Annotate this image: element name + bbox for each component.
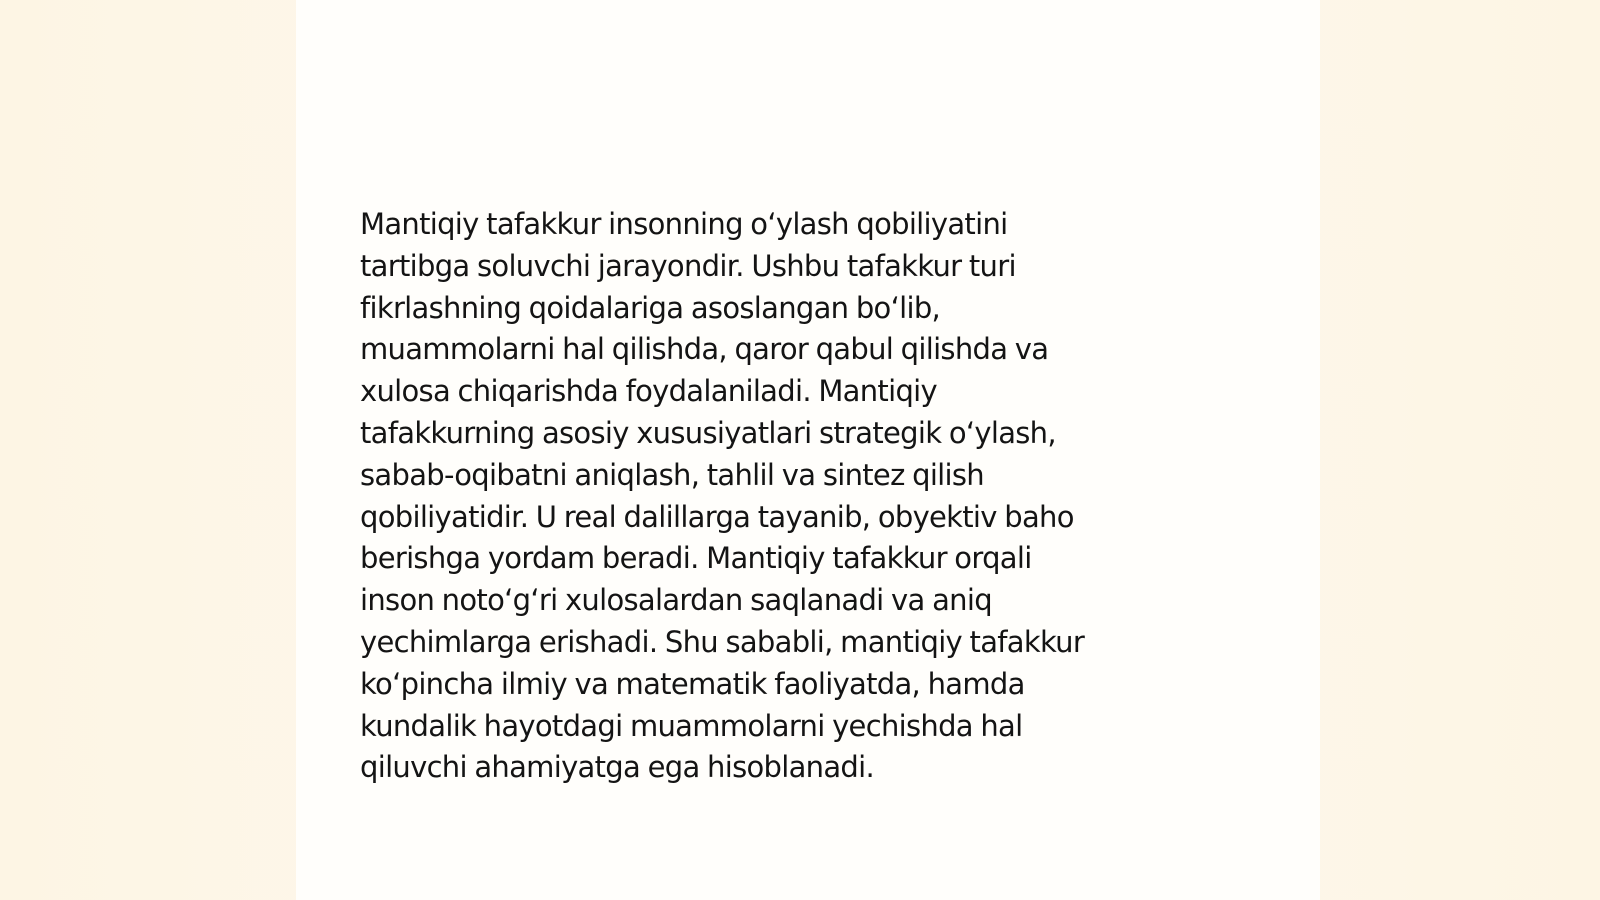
paragraph-line: Mantiqiy tafakkur insonning o‘ylash qobiliyatini <box>360 207 1008 241</box>
paragraph-line: muammolarni hal qilishda, qaror qabul qilishda va <box>360 332 1049 367</box>
paragraph-line: qiluvchi ahamiyatga ega hisoblanadi. <box>360 750 874 785</box>
paragraph-line: sabab-oqibatni aniqlash, tahlil va sintez qilish <box>360 457 984 492</box>
paragraph-line: qobiliyatidir. U real dalillarga tayanib, obyektiv baho <box>360 499 1074 534</box>
paragraph-line: tartibga soluvchi jarayondir. Ushbu tafakkur turi <box>360 248 1016 283</box>
paragraph-line: yechimlarga erishadi. Shu sababli, mantiqiy tafakkur <box>360 624 1085 659</box>
paragraph-line: berishga yordam beradi. Mantiqiy tafakkur orqali <box>360 541 1032 576</box>
paragraph-line: ko‘pincha ilmiy va matematik faoliyatda, hamda <box>360 666 1025 701</box>
paragraph-line: xulosa chiqarishda foydalaniladi. Mantiqiy <box>360 374 937 409</box>
body-paragraph <box>360 204 1260 789</box>
paragraph-line: tafakkurning asosiy xususiyatlari strategik o‘ylash, <box>360 415 1056 450</box>
paragraph-line: kundalik hayotdagi muammolarni yechishda hal <box>360 708 1023 743</box>
slide-canvas <box>296 0 1320 900</box>
paragraph-line: fikrlashning qoidalariga asoslangan bo‘lib, <box>360 290 941 325</box>
paragraph-line: inson noto‘g‘ri xulosalardan saqlanadi va aniq <box>360 583 992 618</box>
